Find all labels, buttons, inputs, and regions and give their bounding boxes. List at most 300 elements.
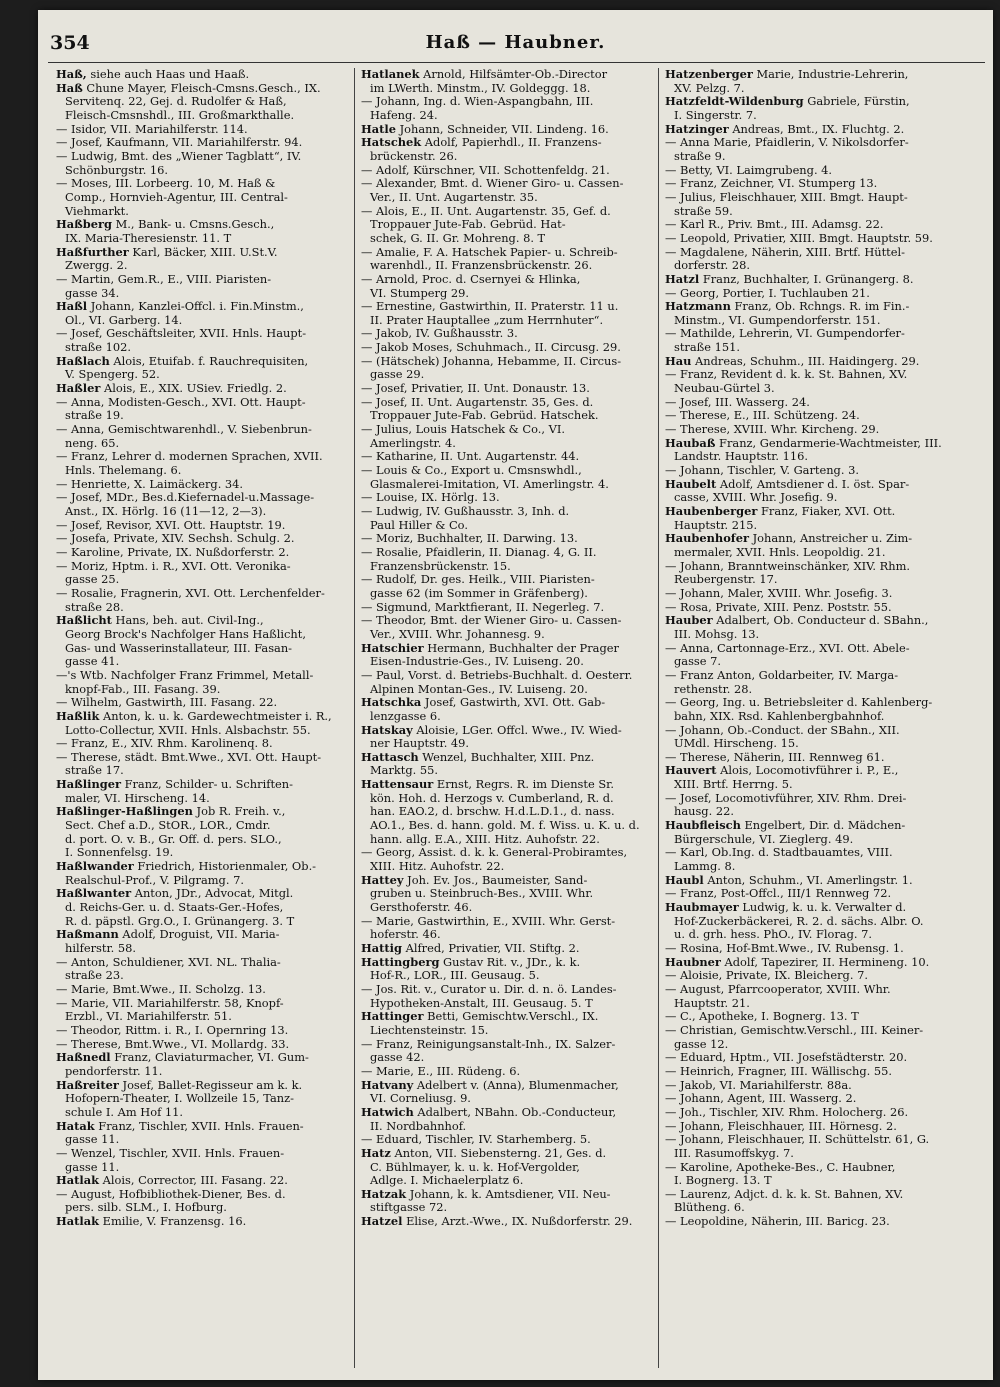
directory-entry-line (665, 423, 958, 437)
directory-entry-head (361, 1106, 654, 1120)
entry-text: Alpinen Montan-Ges., IV. Luiseng. 20. (370, 682, 588, 696)
directory-entry-line (361, 1065, 654, 1079)
directory-entry-head (361, 1079, 654, 1093)
entry-text: — Louis & Co., Export u. Cmsnswhdl., (361, 464, 582, 478)
entry-text: — Karl R., Priv. Bmt., III. Adamsg. 22. (665, 218, 884, 232)
entry-text: — Theodor, Bmt. der Wiener Giro- u. Cassen- (361, 614, 622, 628)
entry-text: — Josefa, Private, XIV. Sechsh. Schulg. 2. (56, 532, 295, 546)
directory-entry-head (665, 901, 958, 915)
entry-text: — Franz, Reinigungsanstalt-Inh., IX. Salzer- (361, 1037, 616, 1051)
entry-text: II. Prater Hauptallee „zum Herrnhuter“. (370, 313, 604, 327)
entry-surname: Hatschier (361, 641, 424, 655)
directory-entry-line (56, 150, 349, 164)
directory-entry-line (56, 737, 349, 751)
directory-entry-line (665, 969, 958, 983)
entry-text: — Rudolf, Dr. ges. Heilk., VIII. Piaristen- (361, 573, 595, 587)
entry-text: Josef, Gastwirth, XVI. Ott. Gab- (421, 696, 606, 710)
directory-entry-line (665, 997, 958, 1011)
entry-text: I. Singerstr. 7. (674, 108, 757, 122)
directory-entry-line (56, 519, 349, 533)
directory-entry-line (361, 314, 654, 328)
entry-text: Andreas, Schuhm., III. Haidingerg. 29. (691, 354, 920, 368)
entry-text: Johann, k. k. Amtsdiener, VII. Neu- (406, 1187, 611, 1201)
directory-entry-line (361, 341, 654, 355)
entry-text: — Johann, Fleischhauer, II. Schüttelstr. 61, G. (665, 1133, 930, 1147)
entry-text: casse, XVIII. Whr. Josefig. 9. (674, 491, 838, 505)
directory-entry-line (56, 109, 349, 123)
entry-text: Troppauer Jute-Fab. Gebrüd. Hat- (370, 218, 566, 232)
entry-text: — Katharine, II. Unt. Augartenstr. 44. (361, 450, 580, 464)
entry-text: Amerlingstr. 4. (370, 436, 456, 450)
entry-text: Gersthoferstr. 46. (370, 901, 473, 915)
entry-text: Marktg. 55. (370, 764, 439, 778)
entry-text: Hauptstr. 21. (674, 996, 750, 1010)
entry-text: — Rosalie, Pfaidlerin, II. Dianag. 4, G. II. (361, 545, 597, 559)
directory-entry-line (361, 355, 654, 369)
entry-surname: Haßlik (56, 709, 100, 723)
entry-text: — Franz, Zeichner, VI. Stumperg 13. (665, 177, 878, 191)
directory-entry-line (665, 778, 958, 792)
entry-text: — Leopold, Privatier, XIII. Bmgt. Hauptstr. 59. (665, 231, 933, 245)
entry-text: gasse 62 (im Sommer in Gräfenberg). (370, 586, 588, 600)
entry-text: Servitenq. 22, Gej. d. Rudolfer & Haß, (65, 95, 287, 109)
entry-text: Gabriele, Fürstin, (803, 95, 910, 109)
directory-entry-line (665, 669, 958, 683)
entry-text: Eisen-Industrie-Ges., IV. Luiseng. 20. (370, 655, 584, 669)
entry-surname: Hatzfeldt-Wildenburg (665, 95, 804, 109)
entry-surname: Hatskay (361, 723, 413, 737)
entry-text: gasse 12. (674, 1037, 729, 1051)
directory-entry-line (56, 983, 349, 997)
entry-text: — Julius, Louis Hatschek & Co., VI. (361, 423, 565, 437)
entry-text: Adolf, Tapezirer, II. Hermineng. 10. (720, 955, 930, 969)
directory-entry-line (361, 928, 654, 942)
directory-entry-line (56, 942, 349, 956)
entry-surname: Haubfleisch (665, 819, 741, 833)
entry-text: Alois, Locomotivführer i. P., E., (716, 764, 899, 778)
directory-entry-line (361, 505, 654, 519)
entry-text: — Adolf, Kürschner, VII. Schottenfeldg. 21. (361, 163, 610, 177)
entry-text: Minstm., VI. Gumpendorferstr. 151. (674, 313, 881, 327)
entry-text: Neubau-Gürtel 3. (674, 382, 775, 396)
directory-entry-line (56, 95, 349, 109)
entry-text: Hans, beh. aut. Civil-Ing., (111, 614, 264, 628)
directory-entry-line (361, 683, 654, 697)
entry-surname: Hatlanek (361, 68, 420, 81)
entry-text: Zwergg. 2. (65, 259, 128, 273)
entry-text: Franz, Ob. Rchngs. R. im Fin.- (730, 300, 910, 314)
directory-entry-line (665, 341, 958, 355)
directory-entry-head (665, 532, 958, 546)
directory-entry-head (361, 68, 654, 82)
directory-entry-line (361, 164, 654, 178)
directory-entry-line (56, 437, 349, 451)
directory-entry-line (56, 915, 349, 929)
directory-entry-line (56, 505, 349, 519)
entry-text: Ludwig, k. u. k. Verwalter d. (738, 901, 907, 915)
entry-surname: Hattensaur (361, 778, 434, 792)
entry-text: Elise, Arzt.-Wwe., IX. Nußdorferstr. 29. (402, 1215, 633, 1229)
entry-text: Landstr. Hauptstr. 116. (674, 450, 808, 464)
directory-entry-head (665, 956, 958, 970)
directory-entry-line (361, 478, 654, 492)
entry-text: Schönburgstr. 16. (65, 163, 169, 177)
entry-text: II. Nordbahnhof. (370, 1119, 467, 1133)
entry-surname: Hauvert (665, 764, 717, 778)
entry-text: mermaler, XVII. Hnls. Leopoldig. 21. (674, 545, 886, 559)
entry-text: Ol., VI. Garberg. 14. (65, 313, 183, 327)
entry-text: R. d. päpstl. Grg.O., I. Grünangerg. 3. T (65, 914, 295, 928)
column-divider (658, 68, 659, 1368)
directory-entry-head (56, 710, 349, 724)
directory-entry-line (361, 109, 654, 123)
entry-text: — Therese, XVIII. Whr. Kircheng. 29. (665, 423, 880, 437)
entry-surname: Hatzinger (665, 122, 729, 136)
entry-text: hann. allg. E.A., XIII. Hitz. Auhofstr. 22. (370, 832, 600, 846)
entry-text: straße 151. (674, 341, 740, 355)
directory-entry-line (665, 696, 958, 710)
directory-entry-line (56, 874, 349, 888)
directory-entry-line (361, 396, 654, 410)
directory-entry-line (665, 1079, 958, 1093)
entry-text: gasse 42. (370, 1051, 425, 1065)
directory-entry-line (361, 177, 654, 191)
entry-surname: Hau (665, 354, 692, 368)
entry-text: Reubergenstr. 17. (674, 573, 778, 587)
entry-text: — Johann, Fleischhauer, III. Hörnesg. 2. (665, 1119, 897, 1133)
entry-text: Comp., Hornvieh-Agentur, III. Central- (65, 190, 288, 204)
entry-text: — Johann, Tischler, V. Garteng. 3. (665, 464, 859, 478)
entry-text: — Marie, VII. Mariahilferstr. 58, Knopf- (56, 996, 284, 1010)
directory-entry-line (665, 1120, 958, 1134)
entry-text: Adlge. I. Michaelerplatz 6. (370, 1174, 524, 1188)
directory-entry-line (56, 846, 349, 860)
entry-text: Anton, JDr., Advocat, Mitgl. (131, 887, 294, 901)
directory-entry-line (665, 246, 958, 260)
directory-entry-line (56, 642, 349, 656)
entry-text: — Rosina, Hof-Bmt.Wwe., IV. Rubensg. 1. (665, 942, 904, 955)
directory-entry-line (665, 710, 958, 724)
entry-surname: Haßfurther (56, 245, 129, 259)
directory-entry-line (56, 478, 349, 492)
entry-text: — Therese, städt. Bmt.Wwe., XVI. Ott. Haupt- (56, 750, 322, 764)
directory-entry-line (665, 519, 958, 533)
directory-entry-line (56, 969, 349, 983)
directory-entry-line (665, 136, 958, 150)
directory-entry-line (665, 655, 958, 669)
directory-entry-line (56, 1010, 349, 1024)
entry-text: XV. Pelzg. 7. (674, 81, 745, 95)
entry-text: — Isidor, VII. Mariahilferstr. 114. (56, 122, 248, 136)
directory-entry-head (56, 928, 349, 942)
directory-entry-line (361, 601, 654, 615)
entry-text: Adolf, Papierhdl., II. Franzens- (421, 136, 602, 150)
entry-text: C. Bühlmayer, k. u. k. Hof-Vergolder, (370, 1160, 580, 1174)
entry-text: schule I. Am Hof 11. (65, 1105, 184, 1119)
entry-text: Hauptstr. 215. (674, 518, 758, 532)
entry-text: — Ludwig, IV. Gußhausstr. 3, Inh. d. (361, 505, 570, 518)
entry-surname: Haß (56, 81, 83, 95)
entry-surname: Haßl (56, 300, 88, 314)
directory-entry-line (361, 1161, 654, 1175)
directory-entry-line (665, 164, 958, 178)
directory-entry-line (56, 587, 349, 601)
entry-text: — Josef, III. Wasserg. 24. (665, 395, 810, 409)
directory-entry-head (56, 1120, 349, 1134)
entry-text: hoferstr. 46. (370, 928, 441, 942)
directory-entry-line (361, 519, 654, 533)
directory-entry-head (665, 437, 958, 451)
entry-text: Hypotheken-Anstalt, III. Geusaug. 5. T (370, 996, 593, 1010)
entry-surname: Haß, (56, 68, 87, 81)
entry-text: Betti, Gemischtw.Verschl., IX. (423, 1010, 599, 1024)
entry-surname: Hatlak (56, 1174, 100, 1188)
entry-text: Johann, Anstreicher u. Zim- (748, 532, 913, 546)
entry-text: — Josef, MDr., Bes.d.Kiefernadel-u.Massage- (56, 491, 315, 505)
directory-entry-head (665, 355, 958, 369)
entry-text: — C., Apotheke, I. Bognerg. 13. T (665, 1010, 859, 1024)
directory-entry-line (665, 177, 958, 191)
entry-text: straße 17. (65, 764, 124, 778)
directory-entry-line (56, 1188, 349, 1202)
directory-entry-line (361, 737, 654, 751)
entry-surname: Haßmann (56, 928, 119, 942)
directory-entry-line (56, 177, 349, 191)
entry-surname: Haßlicht (56, 614, 112, 628)
column-divider (354, 68, 355, 1368)
entry-text: AO.1., Bes. d. hann. gold. M. f. Wiss. u. K. u. d. (370, 819, 640, 833)
directory-entry-line (665, 382, 958, 396)
entry-surname: Haubelt (665, 477, 717, 491)
directory-entry-head (361, 956, 654, 970)
entry-text: Chune Mayer, Fleisch-Cmsns.Gesch., IX. (82, 81, 321, 95)
entry-text: I. Bognerg. 13. T (674, 1174, 772, 1188)
directory-entry-head (56, 68, 349, 82)
directory-entry-line (665, 805, 958, 819)
directory-entry-line (665, 396, 958, 410)
directory-entry-line (665, 833, 958, 847)
entry-surname: Hatvany (361, 1078, 414, 1092)
entry-text: hilferstr. 58. (65, 942, 136, 955)
entry-text: —'s Wtb. Nachfolger Franz Frimmel, Metall- (56, 668, 314, 682)
directory-entry-line (665, 983, 958, 997)
directory-entry-line (56, 491, 349, 505)
entry-surname: Hattasch (361, 750, 419, 764)
directory-entry-head (361, 696, 654, 710)
entry-text: — Julius, Fleischhauer, XIII. Bmgt. Haupt- (665, 190, 908, 204)
entry-text: gasse 34. (65, 286, 120, 300)
directory-entry-line (56, 683, 349, 697)
directory-entry-head (56, 300, 349, 314)
entry-text: Lotto-Collectur, XVII. Hnls. Alsbachstr. 55. (65, 723, 311, 737)
entry-text: UMdl. Hirscheng. 15. (674, 737, 799, 751)
entry-text: hausg. 22. (674, 805, 734, 819)
entry-text: Adelbert v. (Anna), Blumenmacher, (413, 1078, 619, 1092)
directory-entry-line (56, 1133, 349, 1147)
entry-surname: Hatlak (56, 1215, 100, 1229)
directory-entry-line (665, 751, 958, 765)
directory-entry-line (665, 928, 958, 942)
entry-text: — Christian, Gemischtw.Verschl., III. Keiner- (665, 1023, 924, 1037)
directory-entry-line (56, 368, 349, 382)
directory-entry-line (665, 464, 958, 478)
directory-entry-head (665, 764, 958, 778)
directory-entry-line (56, 205, 349, 219)
entry-text: — Ludwig, Bmt. des „Wiener Tagblatt“, IV. (56, 149, 302, 163)
directory-entry-line (665, 409, 958, 423)
entry-text: — Georg, Assist. d. k. k. General-Probiramtes, (361, 846, 628, 860)
entry-text: Erzbl., VI. Mariahilferstr. 51. (65, 1010, 232, 1024)
entry-text: — Anna, Modisten-Gesch., XVI. Ott. Haupt- (56, 395, 306, 409)
directory-entry-line (665, 628, 958, 642)
entry-text: straße 19. (65, 409, 124, 423)
entry-surname: Haßreiter (56, 1078, 119, 1092)
entry-text: siehe auch Haas und Haaß. (86, 68, 250, 81)
directory-entry-line (56, 573, 349, 587)
entry-text: Alois, Corrector, III. Fasang. 22. (99, 1174, 288, 1188)
entry-text: Job R. Freih. v., (192, 805, 286, 819)
directory-entry-line (665, 737, 958, 751)
entry-text: gasse 41. (65, 655, 120, 669)
entry-surname: Hatak (56, 1119, 95, 1133)
entry-surname: Hatzel (361, 1215, 403, 1229)
directory-entry-head (361, 1188, 654, 1202)
entry-surname: Haubenhofer (665, 532, 749, 546)
directory-entry-line (361, 819, 654, 833)
entry-text: — Josef, Locomotivführer, XIV. Rhm. Drei- (665, 791, 907, 805)
entry-text: — Jakob, VI. Mariahilferstr. 88a. (665, 1078, 852, 1092)
directory-entry-line (56, 136, 349, 150)
entry-text: Blütheng. 6. (674, 1201, 745, 1215)
directory-entry-line (665, 314, 958, 328)
entry-text: Adolf, Amtsdiener d. I. öst. Spar- (716, 477, 910, 491)
entry-surname: Haßlinger-Haßlingen (56, 805, 193, 819)
directory-entry-head (665, 68, 958, 82)
entry-text: — Moriz, Hptm. i. R., XVI. Ott. Veronika- (56, 559, 291, 573)
directory-entry-line (665, 1133, 958, 1147)
directory-entry-line (56, 450, 349, 464)
directory-entry-line (56, 901, 349, 915)
directory-entry-line (361, 628, 654, 642)
directory-entry-line (361, 491, 654, 505)
directory-entry-head (361, 724, 654, 738)
entry-text: Anton, VII. Siebensterng. 21, Ges. d. (390, 1146, 607, 1160)
directory-entry-line (665, 232, 958, 246)
directory-entry-line (665, 259, 958, 273)
directory-entry-line (361, 1038, 654, 1052)
directory-entry-line (56, 601, 349, 615)
entry-text: Joh. Ev. Jos., Baumeister, Sand- (403, 873, 588, 887)
directory-entry-line (361, 273, 654, 287)
directory-entry-head (361, 1215, 654, 1229)
entry-text: gasse 11. (65, 1160, 120, 1174)
directory-entry-line (665, 1092, 958, 1106)
entry-text: — Louise, IX. Hörlg. 13. (361, 491, 500, 505)
entry-text: Aloisie, LGer. Offcl. Wwe., IV. Wied- (412, 723, 622, 737)
directory-entry-line (56, 669, 349, 683)
entry-text: IX. Maria-Theresienstr. 11. T (65, 231, 232, 245)
directory-entry-line (56, 164, 349, 178)
entry-text: — (Hätschek) Johanna, Hebamme, II. Circus- (361, 354, 622, 368)
directory-entry-line (56, 409, 349, 423)
entry-text: — Johann, Ob.-Conduct. der SBahn., XII. (665, 723, 900, 737)
directory-entry-line (361, 382, 654, 396)
entry-text: Hermann, Buchhalter der Prager (423, 641, 619, 655)
entry-text: Hafeng. 24. (370, 108, 438, 122)
entry-text: Emilie, V. Franzensg. 16. (99, 1215, 247, 1229)
entry-text: gasse 11. (65, 1133, 120, 1147)
directory-entry-line (665, 1010, 958, 1024)
directory-entry-line (665, 205, 958, 219)
directory-entry-head (361, 642, 654, 656)
entry-text: — Rosa, Private, XIII. Penz. Poststr. 55. (665, 600, 892, 614)
entry-text: Johann, Kanzlei-Offcl. i. Fin.Minstm., (87, 300, 304, 314)
entry-text: — Anton, Schuldiener, XVI. NL. Thalia- (56, 955, 281, 969)
directory-entry-head (56, 614, 349, 628)
directory-entry-head (56, 778, 349, 792)
entry-text: — Franz, E., XIV. Rhm. Karolinenq. 8. (56, 737, 273, 751)
entry-text: Bürgerschule, VI. Zieglerg. 49. (674, 832, 854, 846)
entry-surname: Haßlach (56, 354, 110, 368)
directory-entry-line (361, 1092, 654, 1106)
entry-text: Friedrich, Historienmaler, Ob.- (133, 860, 317, 874)
directory-entry-line (665, 860, 958, 874)
entry-text: — Anna Marie, Pfaidlerin, V. Nikolsdorfer- (665, 136, 909, 150)
entry-text: — Martin, Gem.R., E., VIII. Piaristen- (56, 272, 272, 286)
entry-text: neng. 65. (65, 436, 120, 450)
directory-entry-line (56, 259, 349, 273)
entry-surname: Hatz (361, 1146, 391, 1160)
entry-surname: Hattingberg (361, 955, 440, 969)
directory-entry-head (665, 95, 958, 109)
directory-entry-line (56, 1161, 349, 1175)
entry-text: — Anna, Cartonnage-Erz., XVI. Ott. Abele- (665, 641, 910, 655)
entry-text: warenhdl., II. Franzensbrückenstr. 26. (370, 259, 593, 273)
directory-entry-line (361, 300, 654, 314)
entry-text: — Karl, Ob.Ing. d. Stadtbauamtes, VIII. (665, 846, 893, 860)
directory-entry-line (361, 997, 654, 1011)
entry-text: — Franz Anton, Goldarbeiter, IV. Marga- (665, 668, 899, 682)
entry-text: VI. Stumperg 29. (370, 286, 469, 300)
directory-entry-line (361, 232, 654, 246)
directory-entry-line (361, 450, 654, 464)
directory-entry-line (665, 724, 958, 738)
directory-entry-line (56, 532, 349, 546)
directory-entry-line (361, 150, 654, 164)
entry-text: gasse 25. (65, 573, 120, 587)
directory-entry-line (361, 1024, 654, 1038)
directory-entry-line (56, 546, 349, 560)
directory-entry-head (665, 874, 958, 888)
directory-entry-line (56, 696, 349, 710)
directory-entry-head (56, 82, 349, 96)
entry-surname: Haubenberger (665, 505, 758, 518)
directory-entry-line (665, 587, 958, 601)
directory-entry-line (361, 846, 654, 860)
directory-entry-head (665, 505, 958, 519)
directory-entry-line (665, 109, 958, 123)
directory-entry-line (665, 642, 958, 656)
entry-text: III. Mohsg. 13. (674, 627, 760, 641)
entry-text: Franz, Buchhalter, I. Grünangerg. 8. (699, 272, 914, 286)
directory-entry-head (56, 860, 349, 874)
entry-text: — Wenzel, Tischler, XVII. Hnls. Frauen- (56, 1146, 285, 1160)
entry-text: — Johann, Maler, XVIII. Whr. Josefig. 3. (665, 586, 893, 600)
directory-entry-line (56, 1065, 349, 1079)
entry-text: — Wilhelm, Gastwirth, III. Fasang. 22. (56, 696, 278, 710)
entry-text: — Eduard, Hptm., VII. Josefstädterstr. 20. (665, 1051, 908, 1065)
directory-entry-head (361, 751, 654, 765)
